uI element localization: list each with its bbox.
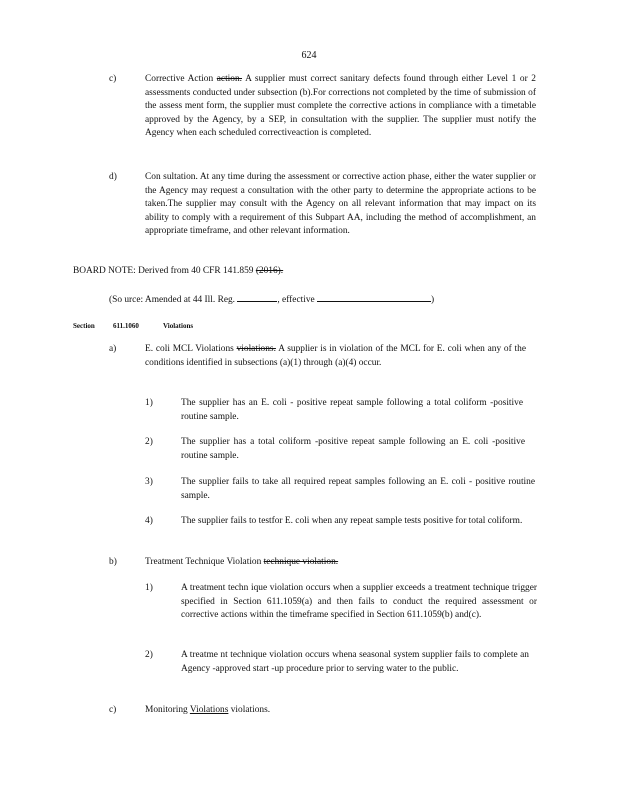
- item-a-text: A supplier is in violation of the MCL for E. coli when any of the conditions identified in subsections (a)(1) through (a)(4) occur.: [145, 344, 526, 368]
- item-b-label: b): [109, 557, 117, 567]
- page-number: 624: [301, 50, 317, 61]
- item-d-paragraph: Con sultation. At any time during the assessment or corrective action phase, either the water supplier or the Agency may request a consultation with the other party to determine the appropriate actions to be taken.The supplier may consult with the Agency on all relevant information that may impact on its ability to comply with a requirement of this Subpart AA, including the method of accomplishment, an appropriate timeframe, and other relevant information.: [145, 172, 536, 236]
- item-b-lead: Treatment Technique Violation: [145, 557, 264, 567]
- section-number: 611.1060: [113, 322, 139, 330]
- item-b-struck: technique violation.: [263, 557, 339, 567]
- item-c-struck: action.: [216, 74, 243, 84]
- source-note: [109, 292, 529, 308]
- item-c-text: A supplier must correct sanitary defects found through either Level 1 or 2 assessments conducted under subsection (b).For corrections not completed by the time of submission of the assess ment form, the supplier must complete the corrective actions in compliance with a timetable approved by the Agency, by a SEP, in consultation with the supplier. The supplier must notify the Agency when each scheduled correctiveaction is completed.: [145, 74, 536, 138]
- board-note-text: BOARD NOTE: Derived from 40 CFR 141.859: [73, 266, 256, 276]
- item-c2-underlined: Violations: [189, 705, 229, 715]
- item-a1-label: 1): [145, 398, 153, 408]
- source-mid: , effective: [277, 295, 318, 305]
- item-d-label: d): [109, 172, 117, 182]
- section-label: Section: [73, 322, 95, 330]
- item-b1-label: 1): [145, 583, 153, 593]
- effective-date-blank: [317, 292, 431, 302]
- item-a-label: a): [109, 344, 117, 354]
- item-b2-text: A treatme nt technique violation occurs whena seasonal system supplier fails to complete an Agency -approved start -up procedure prior to serving water to the public.: [181, 650, 529, 674]
- item-c2-label: c): [109, 705, 117, 715]
- item-b1-text: A treatment techn ique violation occurs when a supplier exceeds a treatment technique trigger specified in Section 611.1059(a) and then fails to conduct the required assessment or corrective actions within the timeframe specified in Section 611.1059(b) and(c).: [181, 583, 537, 620]
- item-a3-label: 3): [145, 477, 153, 487]
- item-a2-text: The supplier has a total coliform -positive repeat sample following an E. coli -positive routine sample.: [181, 437, 525, 461]
- board-note-struck: (2016).: [255, 266, 284, 276]
- item-c-paragraph: [145, 73, 536, 141]
- item-a1-text: The supplier has an E. coli - positive repeat sample following a total coliform -positive routine sample.: [181, 398, 523, 422]
- section-title: Violations: [163, 322, 194, 330]
- source-prefix: (So urce: Amended at 44 Ill. Reg.: [109, 295, 238, 305]
- source-suffix: ): [431, 295, 435, 305]
- board-note: [73, 265, 533, 279]
- item-a2-label: 2): [145, 437, 153, 447]
- item-a-lead: E. coli MCL Violations: [145, 344, 237, 354]
- item-c2-heading: [145, 704, 445, 718]
- item-b-heading: [145, 556, 545, 570]
- item-a-paragraph: [145, 343, 526, 370]
- item-b2-label: 2): [145, 650, 153, 660]
- item-c-lead: Corrective Action: [145, 74, 217, 84]
- item-c2-trail: violations.: [228, 705, 271, 715]
- item-a4-text: The supplier fails to testfor E. coli when any repeat sample tests positive for total coliform.: [181, 516, 523, 526]
- item-c2-lead: Monitoring: [145, 705, 190, 715]
- item-c-label: c): [109, 74, 117, 84]
- item-a3-text: The supplier fails to take all required repeat samples following an E. coli - positive routine sample.: [181, 477, 535, 501]
- register-blank: [237, 292, 277, 302]
- item-a4-label: 4): [145, 516, 153, 526]
- item-a-struck: violations.: [236, 344, 276, 354]
